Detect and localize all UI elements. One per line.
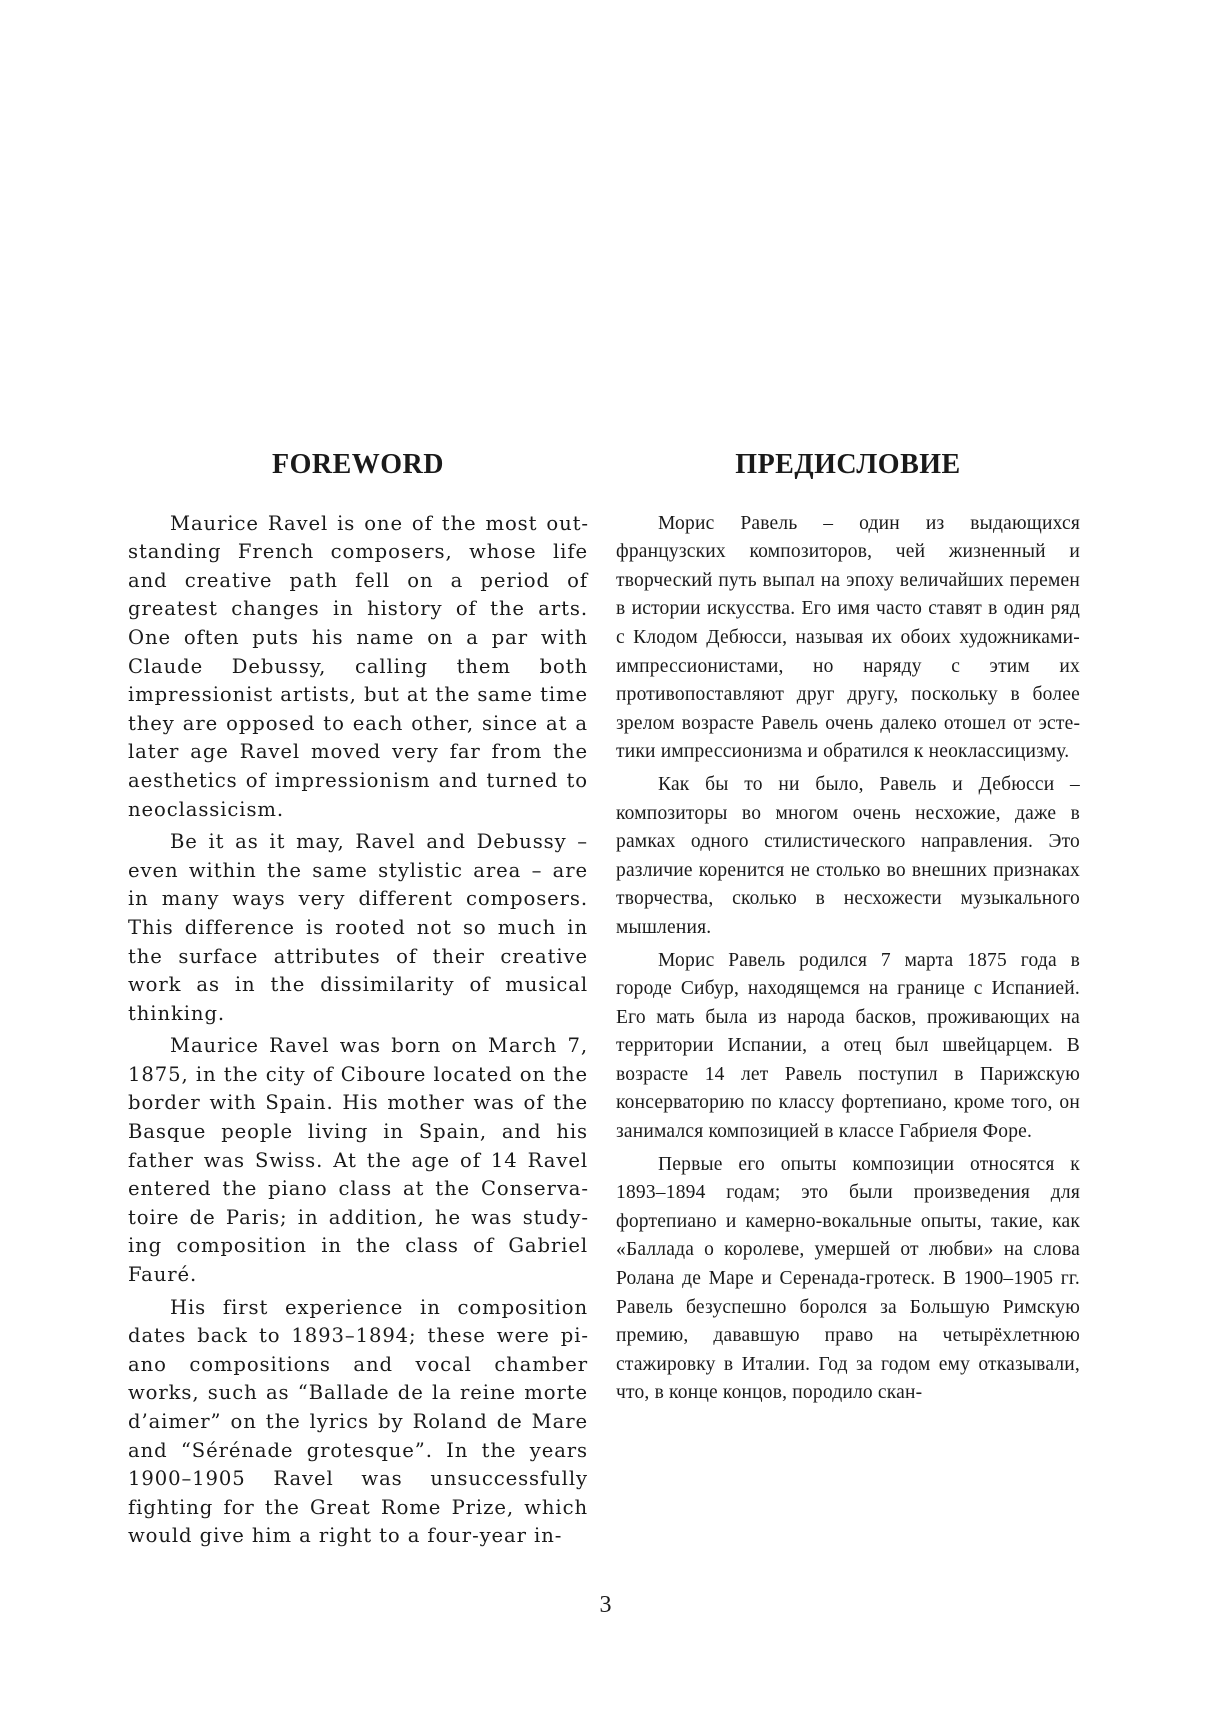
russian-paragraph: Как бы то ни было, Равель и Дебюсси – композиторы во многом очень несхожие, даже в рамках одного стилистического направления. Это различие коренится не столько во внешних признаках творчества, сколько в несхожести музыкального мышления.: [616, 773, 1080, 938]
russian-paragraph: Первые его опыты композиции относятся к 1893–1894 годам; это были произведения для фортепиано и камерно-вокальные опыты, такие, как «Баллада о королеве, умершей от любви» на слова Ролана де Маре и Серенада-гротеск. В 1900–1905 гг. Равель безуспешно боролся за Большую Римскую премию, дававшую право на четырёхлетнюю стажировку в Италии. Год за годом ему отказывали, что, в конце концов, породило скан-: [616, 1153, 1080, 1404]
english-paragraph: Be it as it may, Ravel and Debussy – even within the same stylistic area – are in many ways very different composers. This difference is rooted not so much in the surface attributes of their creative work as in the dissimilarity of musical thinking.: [128, 830, 588, 1025]
english-paragraph: Maurice Ravel was born on March 7, 1875, in the city of Ciboure located on the border with Spain. His mother was of the Basque people living in Spain, and his father was Swiss. At the age of 14 Ravel entered the piano class at the Conservatoire de Paris; in addition, he was studying composition in the class of Gabriel Fauré.: [128, 1034, 588, 1287]
english-paragraph: Maurice Ravel is one of the most outstanding French composers, whose life and creative path fell on a period of greatest changes in history of the arts. One often puts his name on a par with Claude Debussy, calling them both impressionist artists, but at the same time they are opposed to each other, since at a later age Ravel moved very far from the aesthetics of impressionism and turned to neoclassicism.: [128, 511, 588, 821]
english-column: [128, 448, 588, 1551]
english-heading: FOREWORD: [272, 449, 444, 480]
russian-paragraph: Морис Равель родился 7 марта 1875 года в городе Сибур, находящемся на границе с Испанией. Его мать была из народа басков, проживающих на территории Испании, а отец был швейцарцем. В возрасте 14 лет Равель поступил в Парижскую консерваторию по классу фортепиано, кроме того, он занимался композицией в классе Габриеля Форе.: [616, 949, 1080, 1143]
page-number: 3: [599, 1592, 612, 1618]
russian-column: [616, 448, 1080, 1408]
russian-paragraph: Морис Равель – один из выдающихся французских композиторов, чей жизненный и творческий путь выпал на эпоху величайших перемен в истории искусства. Его имя часто ставят в один ряд с Клодом Дебюсси, называя их обоих художниками-импрессионистами, но наряду с этим их противопоставляют друг другу, поскольку в более зрелом возрасте Равель очень далеко отошел от эстетики импрессионизма и обратился к неоклассицизму.: [616, 512, 1080, 763]
english-paragraph: His first experience in composition dates back to 1893–1894; these were piano compositions and vocal chamber works, such as “Ballade de la reine morte d’aimer” on the lyrics by Roland de Mare and “Sérénade grotesque”. In the years 1900–1905 Ravel was unsuccessfully fighting for the Great Rome Prize, which would give him a right to a four-year in-: [128, 1295, 588, 1548]
russian-heading: ПРЕДИСЛОВИЕ: [735, 449, 961, 480]
